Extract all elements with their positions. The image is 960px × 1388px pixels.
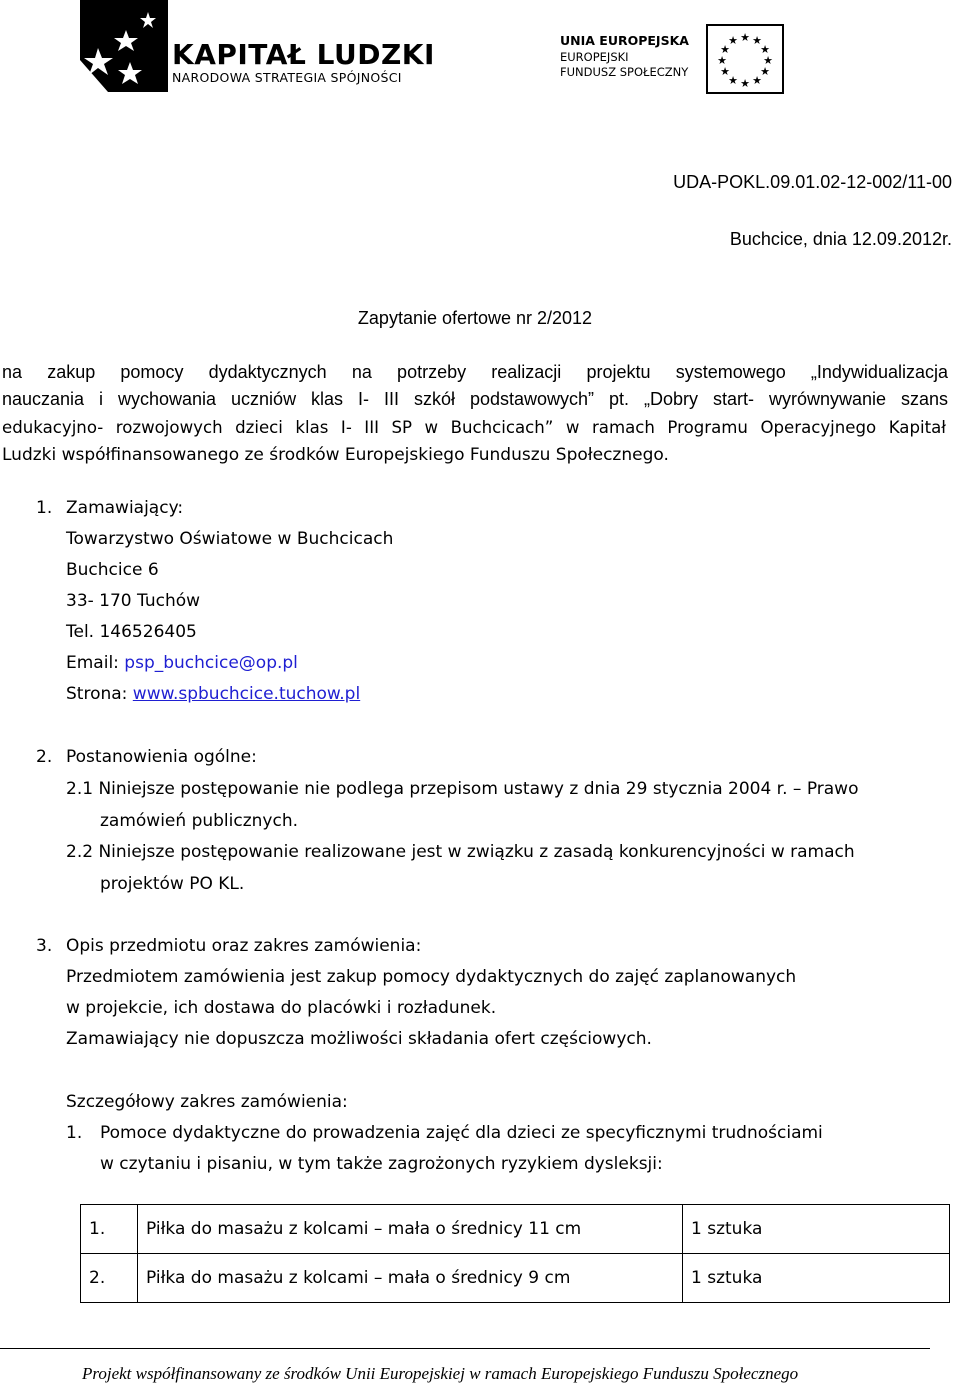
ue-logo-line3: FUNDUSZ SPOŁECZNY [560,65,689,79]
orderer-phone: Tel. 146526405 [66,622,197,642]
svg-text:★: ★ [720,65,730,78]
section1-number: 1. [36,498,53,518]
footer-divider [0,1348,930,1349]
svg-text:★: ★ [740,77,750,90]
website-link[interactable]: www.spbuchcice.tuchow.pl [132,684,361,704]
svg-text:★: ★ [752,74,762,87]
scope-line-1: Przedmiotem zamówienia jest zakup pomocy dydaktycznych do zajęć zaplanowanych [66,967,797,987]
svg-text:★: ★ [717,54,727,67]
orderer-website [66,684,360,704]
kapital-ludzki-logo-icon [68,0,168,92]
intro-line-2: nauczania i wychowania uczniów klas I- III szkół podstawowych” pt. „Dobry start- wyrównywanie szans [2,389,948,409]
intro-line-1: na zakup pomocy dydaktycznych na potrzeby realizacji projektu systemowego „Indywidualizacja [2,362,948,382]
svg-text:★: ★ [760,65,770,78]
svg-text:★: ★ [752,34,762,47]
eu-flag-icon [706,24,784,94]
section2-number: 2. [36,747,53,767]
ue-logo-line2: EUROPEJSKI [560,50,629,64]
section1-heading: Zamawiający: [66,498,184,518]
place-date: Buchcice, dnia 12.09.2012r. [729,229,952,249]
svg-text:★: ★ [740,31,750,44]
svg-text:★: ★ [763,54,773,67]
item-quantity: 1 sztuka [683,1205,950,1254]
ue-logo-line1: UNIA EUROPEJSKA [560,33,689,48]
item-number: 1. [81,1205,138,1254]
item-number: 2. [81,1254,138,1303]
intro-line-3: edukacyjno- rozwojowych dzieci klas I- III SP w Buchcicach” w ramach Programu Operacyjnego Kapitał [2,418,946,437]
orderer-email [66,653,298,673]
kapital-ludzki-subtitle: NARODOWA STRATEGIA SPÓJNOŚCI [172,70,402,85]
svg-text:★: ★ [760,43,770,56]
svg-text:★: ★ [728,34,738,47]
email-link[interactable]: psp_buchcice@op.pl [124,653,298,673]
scope-line-2: w projekcie, ich dostawa do placówki i rozładunek. [66,998,497,1018]
item-group-number: 1. [66,1123,83,1143]
orderer-name: Towarzystwo Oświatowe w Buchcicach [66,529,394,549]
provision-2-1-line2: zamówień publicznych. [100,811,298,831]
orderer-address-1: Buchcice 6 [66,560,159,580]
provision-2-1-line1: 2.1 Niniejsze postępowanie nie podlega przepisom ustawy z dnia 29 stycznia 2004 r. – Prawo [66,779,859,799]
section3-heading: Opis przedmiotu oraz zakres zamówienia: [66,936,422,956]
table-row [81,1254,950,1303]
item-name: Piłka do masażu z kolcami – mała o średnicy 9 cm [138,1254,683,1303]
document-title: Zapytanie ofertowe nr 2/2012 [357,308,593,328]
intro-line-4: Ludzki współfinansowanego ze środków Europejskiego Funduszu Społecznego. [2,445,669,465]
provision-2-2-line2: projektów PO KL. [100,874,245,894]
table-row [81,1205,950,1254]
provision-2-2-line1: 2.2 Niniejsze postępowanie realizowane jest w związku z zasadą konkurencyjności w ramach [66,842,855,862]
kapital-ludzki-title: KAPITAŁ LUDZKI [172,38,435,71]
items-table [80,1204,950,1303]
email-label: Email: [66,653,125,673]
section2-heading: Postanowienia ogólne: [66,747,257,767]
section3-number: 3. [36,936,53,956]
orderer-address-2: 33- 170 Tuchów [66,591,201,611]
item-group-line-2: w czytaniu i pisaniu, w tym także zagrożonych ryzykiem dysleksji: [100,1154,663,1174]
website-label: Strona: [66,684,133,704]
item-quantity: 1 sztuka [683,1254,950,1303]
svg-text:★: ★ [728,74,738,87]
reference-number: UDA-POKL.09.01.02-12-002/11-00 [673,172,952,192]
detailed-scope-heading: Szczegółowy zakres zamówienia: [66,1092,348,1112]
item-name: Piłka do masażu z kolcami – mała o średnicy 11 cm [138,1205,683,1254]
footer-text: Projekt współfinansowany ze środków Unii Europejskiej w ramach Europejskiego Funduszu Społecznego [82,1364,799,1383]
item-group-line-1: Pomoce dydaktyczne do prowadzenia zajęć dla dzieci ze specyficznymi trudnościami [100,1123,823,1143]
scope-line-3: Zamawiający nie dopuszcza możliwości składania ofert częściowych. [66,1029,652,1049]
svg-text:★: ★ [720,43,730,56]
